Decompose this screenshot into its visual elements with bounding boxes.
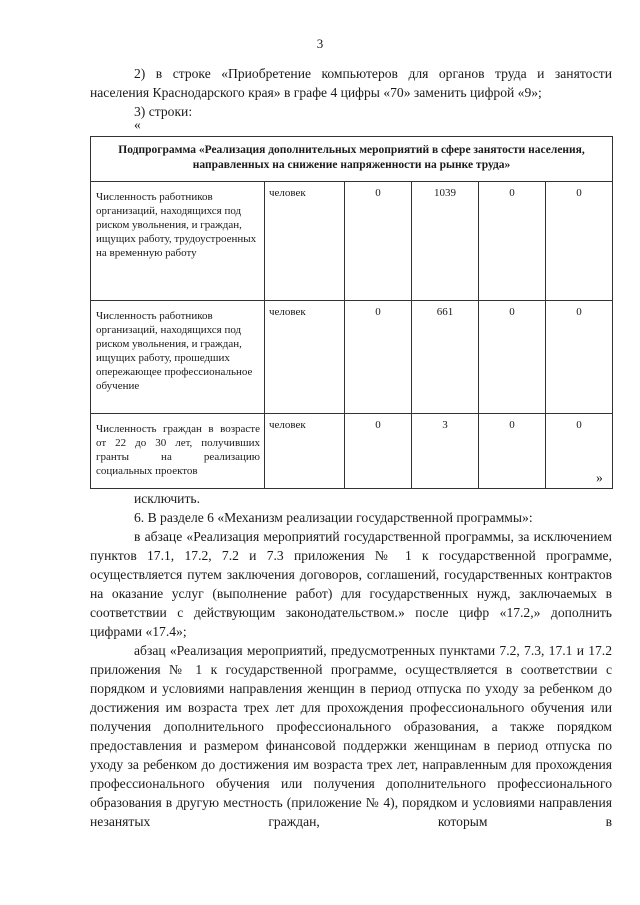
amendment-table [90,136,613,489]
page-number: 3 [316,36,324,51]
unit-cell: человек [265,182,345,301]
table-row [91,182,613,301]
item-2-line-2: населения Краснодарского края» в графе 4 цифры «70» заменить цифрой «9»; [90,85,542,100]
exclude-line: исключить. [134,491,200,506]
indicator-name: Численность работников организаций, находящихся под риском увольнения, и граждан, ищущих работу, трудоустроенных на временную работу [91,182,265,301]
value-cell: 0 [479,182,546,301]
intro-block [90,64,612,121]
paragraph-1: в абзаце «Реализация мероприятий государственной программы, за исключением пунктов 17.1, 17.2, 7.2 и 7.3 приложения № 1 к государственной программе, осуществляется путем заключения договоров, соглашений, государственных контрактов на оказание услуг (выполнение работ) для государственных нужд, заключаемых в соответствии с действующим законодательством.» после цифр «17.2,» дополнить цифрами «17.4»; [90,529,612,639]
value-cell: 0 [546,182,613,301]
table-row [91,301,613,414]
opening-quote: « [134,117,141,132]
value-cell: 0 [479,414,546,489]
value-cell: 0 [345,301,412,414]
value-cell: 1039 [412,182,479,301]
table-row [91,414,613,489]
value-cell: 0 [345,414,412,489]
value-cell: 0 [345,182,412,301]
subprogram-heading: Подпрограмма «Реализация дополнительных мероприятий в сфере занятости населения, направленных на снижение напряженности на рынке труда» [91,137,613,182]
value-cell: 3 [412,414,479,489]
table-heading-row [91,137,613,182]
item-3: 3) строки: [134,104,193,119]
indicator-name: Численность работников организаций, находящихся под риском увольнения, и граждан, ищущих работу, прошедших опережающее профессиональное обучение [91,301,265,414]
paragraph-2: абзац «Реализация мероприятий, предусмотренных пунктами 7.2, 7.3, 17.1 и 17.2 приложения № 1 к государственной программе, осуществляется в соответствии с порядком и условиями направления женщин в период отпуска по уходу за ребенком до достижения им возраста трех лет для прохождения профессионального обучения или получения дополнительного профессионального образования, а также порядком предоставления и размером финансовой поддержки женщинам в период отпуска по уходу за ребенком до достижения им возраста трех лет, направленным для прохождения профессионального обучения или получения дополнительного профессионального образования в другую местность (приложение № 4), порядком и условиями направления незанятых граждан, которым в [90,643,612,829]
item-6: 6. В разделе 6 «Механизм реализации государственной программы»: [134,510,533,525]
unit-cell: человек [265,301,345,414]
value-cell: 0 [479,301,546,414]
closing-quote: » [596,470,603,485]
item-2-line-1: 2) в строке «Приобретение компьютеров для органов труда и занятости [134,66,612,81]
indicator-name: Численность граждан в возрасте от 22 до 30 лет, получивших гранты на реализацию социальных проектов [91,414,265,489]
body-block [90,489,612,831]
value-cell: 0 [546,414,613,489]
unit-cell: человек [265,414,345,489]
value-cell: 661 [412,301,479,414]
value-cell: 0 [546,301,613,414]
